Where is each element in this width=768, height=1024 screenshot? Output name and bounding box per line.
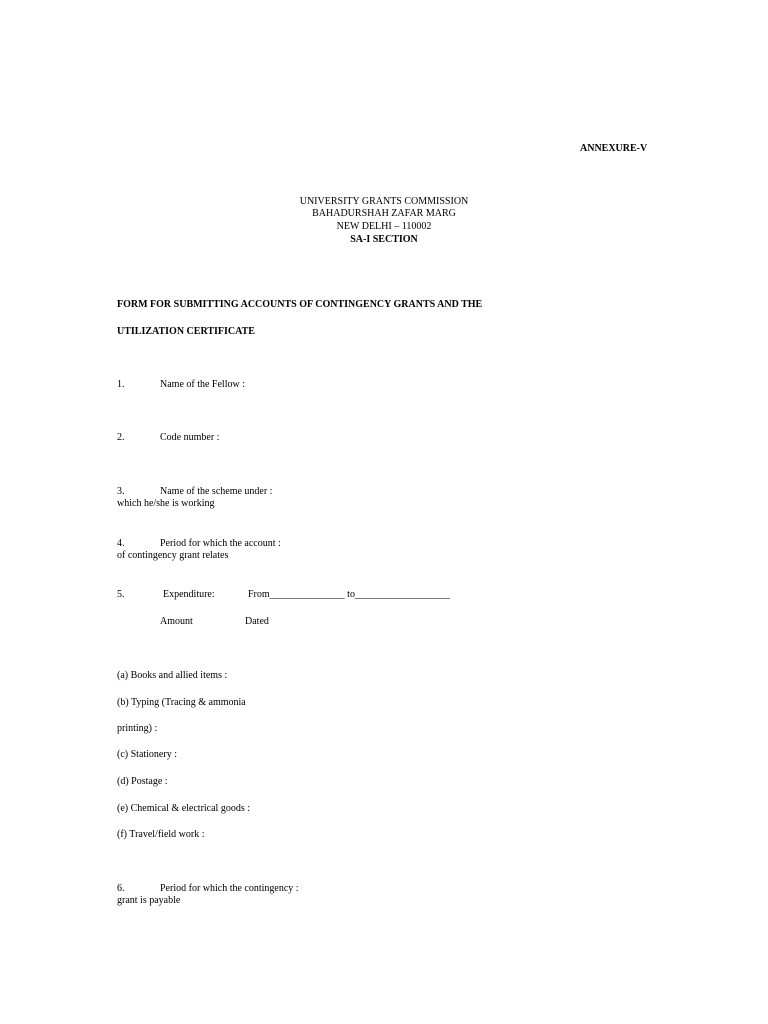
head-typing-continued: printing) : bbox=[117, 723, 158, 734]
head-chemical-electrical: (e) Chemical & electrical goods : bbox=[117, 803, 251, 814]
section-name: SA-I SECTION bbox=[350, 234, 418, 245]
item-label: Name of the Fellow : bbox=[160, 379, 245, 390]
org-street: BAHADURSHAH ZAFAR MARG bbox=[312, 208, 456, 219]
item-number: 2. bbox=[117, 432, 125, 443]
item-number: 4. bbox=[117, 538, 125, 549]
dated-column-header: Dated bbox=[245, 616, 269, 627]
form-title-line1: FORM FOR SUBMITTING ACCOUNTS OF CONTINGENCY GRANTS AND THE bbox=[117, 299, 483, 310]
item-label-continued: grant is payable bbox=[117, 895, 181, 906]
head-books: (a) Books and allied items : bbox=[117, 670, 228, 681]
amount-column-header: Amount bbox=[160, 616, 193, 627]
item-label: Name of the scheme under : bbox=[160, 486, 273, 497]
head-typing: (b) Typing (Tracing & ammonia bbox=[117, 697, 246, 708]
item-number: 3. bbox=[117, 486, 125, 497]
head-postage: (d) Postage : bbox=[117, 776, 168, 787]
item-number: 5. bbox=[117, 589, 125, 600]
item-number: 6. bbox=[117, 883, 125, 894]
form-title-line2: UTILIZATION CERTIFICATE bbox=[117, 326, 255, 337]
item-label: Period for which the account : bbox=[160, 538, 281, 549]
expenditure-label: Expenditure: bbox=[163, 589, 215, 600]
item-label: Period for which the contingency : bbox=[160, 883, 299, 894]
expenditure-period-field[interactable]: From_______________ to___________________ bbox=[248, 589, 450, 600]
org-name: UNIVERSITY GRANTS COMMISSION bbox=[299, 196, 469, 207]
item-label: Code number : bbox=[160, 432, 220, 443]
org-city: NEW DELHI – 110002 bbox=[336, 221, 432, 232]
item-label-continued: of contingency grant relates bbox=[117, 550, 229, 561]
head-travel-field-work: (f) Travel/field work : bbox=[117, 829, 205, 840]
item-number: 1. bbox=[117, 379, 125, 390]
annexure-label: ANNEXURE-V bbox=[580, 143, 648, 154]
item-label-continued: which he/she is working bbox=[117, 498, 215, 509]
head-stationery: (c) Stationery : bbox=[117, 749, 177, 760]
